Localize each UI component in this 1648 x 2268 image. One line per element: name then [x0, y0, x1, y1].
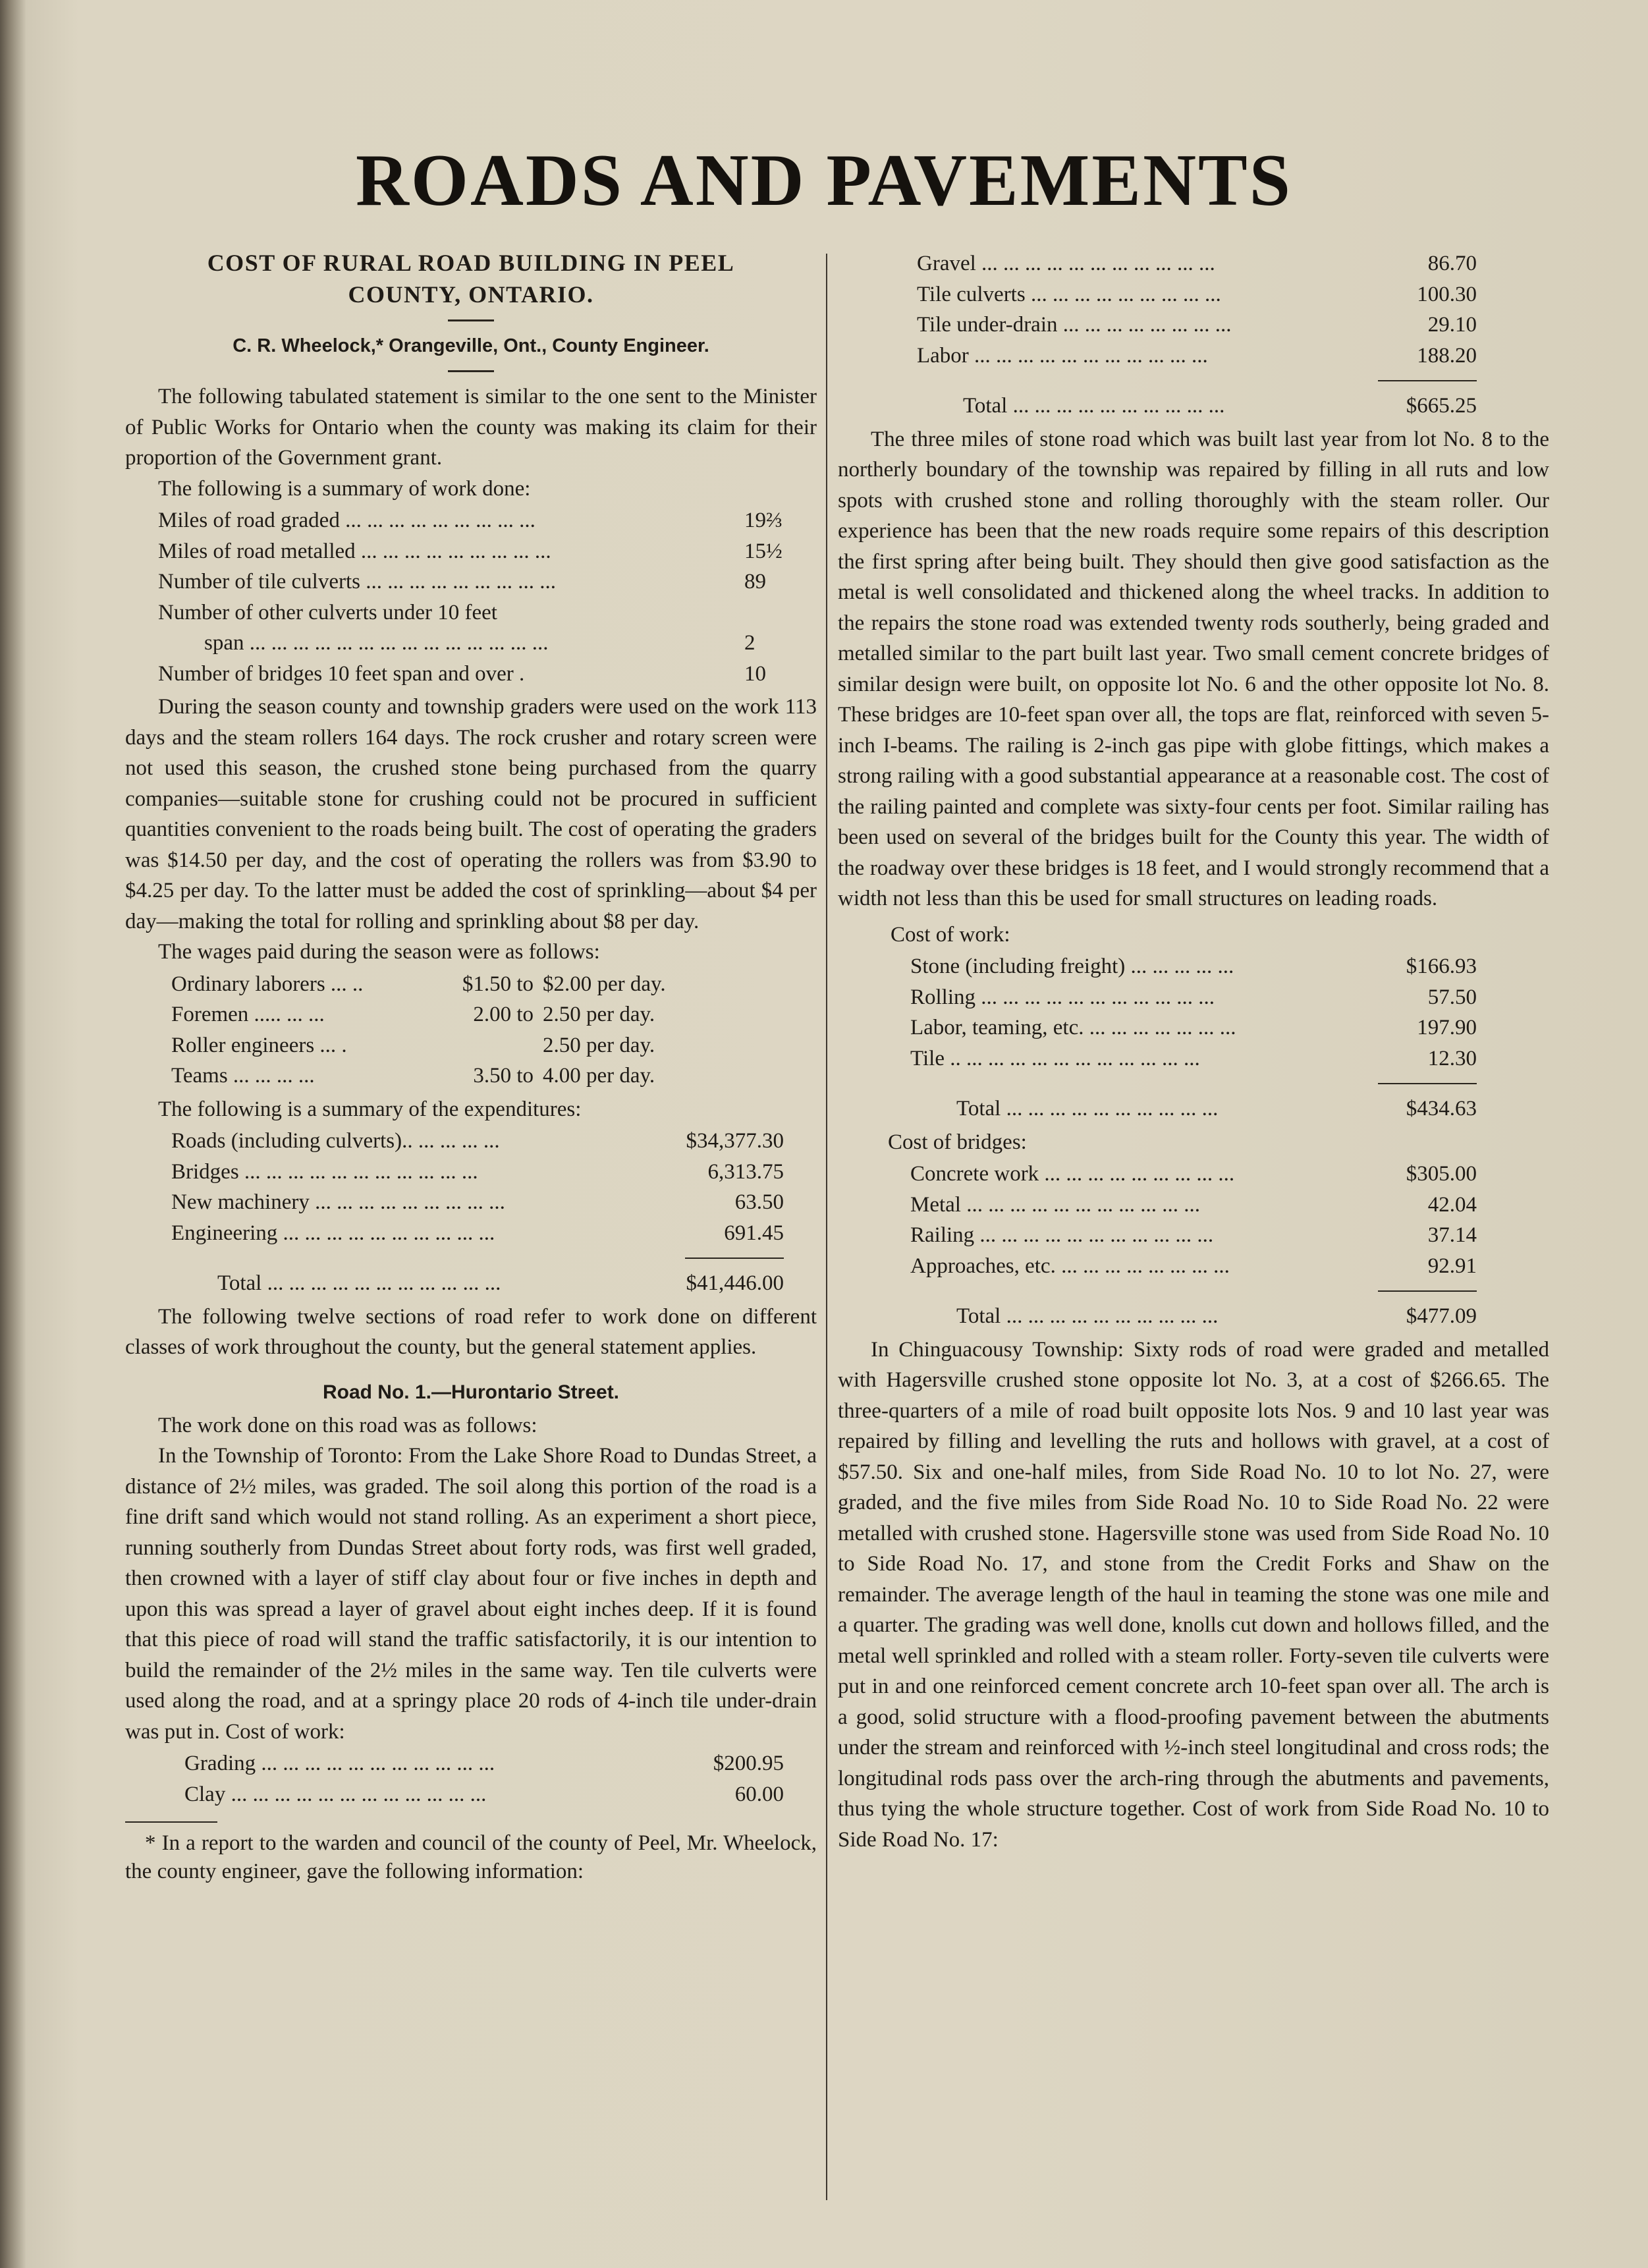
table-row: Tile culverts ... ... ... ... ... ... ... ... ... 100.30: [917, 282, 1477, 306]
list-item: Number of tile culverts ... ... ... ... ... ... ... ... ... 89: [158, 570, 766, 594]
footnote-rule: [125, 1821, 217, 1823]
table-row: Rolling ... ... ... ... ... ... ... ... ... ... ... 57.50: [910, 985, 1477, 1009]
table-row: Bridges ... ... ... ... ... ... ... ... ... ... ... 6,313.75: [171, 1159, 784, 1184]
footnote: * In a report to the warden and council of the county of Peel, Mr. Wheelock, the county engineer, gave the following information:: [125, 1831, 817, 1883]
paragraph-wages-intro: The wages paid during the season were as follows:: [158, 940, 600, 964]
right-column: [838, 247, 1549, 1855]
table-row: Roller engineers ... . 2.50 per day.: [171, 1033, 655, 1057]
list-item: Number of other culverts under 10 feet: [158, 600, 497, 624]
table-row: Clay ... ... ... ... ... ... ... ... ... ... ... ... 60.00: [184, 1782, 784, 1806]
title-rule: [448, 319, 494, 321]
work-summary-list: [125, 505, 817, 689]
total-rule: [1378, 380, 1477, 381]
paragraph-intro: The following tabulated statement is similar to the one sent to the Minister of Public Works for Ontario when the county was making its claim for their proportion of the Government grant.: [125, 385, 817, 470]
column-divider: [826, 254, 827, 2200]
table-row: Approaches, etc. ... ... ... ... ... ... ... ... 92.91: [910, 1254, 1477, 1278]
total-row: Total ... ... ... ... ... ... ... ... ... ... $477.09: [956, 1304, 1477, 1328]
wages-table: [125, 969, 817, 1092]
cost-of-work-table-continued: [838, 248, 1549, 422]
list-item: Miles of road metalled ... ... ... ... ... ... ... ... ... 15½: [158, 539, 783, 563]
article-title-line-2: COUNTY, ONTARIO.: [348, 281, 594, 308]
table-row: Tile .. ... ... ... ... ... ... ... ... ... ... ... 12.30: [910, 1046, 1477, 1070]
table-row: Engineering ... ... ... ... ... ... ... ... ... ... 691.45: [171, 1221, 784, 1245]
cost-of-work-label: Cost of work:: [891, 922, 1010, 947]
cost-of-bridges-table: [838, 1159, 1549, 1332]
paragraph-toronto-township: In the Township of Toronto: From the Lake Shore Road to Dundas Street, a distance of 2½ miles, was graded. The soil along this portion of the road is a fine drift sand which would not stand rolling. As an experiment a short piece, running southerly from Dundas Street about forty rods, was first well graded, then crowned with a layer of stiff clay about four or five inches in depth and upon this was spread a layer of gravel about eight inches deep. If it is found that this piece of road will stand the traffic satisfactorily, it is our intention to build the remainder of the 2½ miles in the same way. Ten tile culverts were used along the road, and at a springy place 20 rods of 4-inch tile under-drain was put in. Cost of work:: [125, 1444, 817, 1744]
total-rule: [1378, 1290, 1477, 1292]
table-row: Roads (including culverts).. ... ... ... ... $34,377.30: [171, 1129, 784, 1153]
cost-of-bridges-label: Cost of bridges:: [888, 1130, 1027, 1154]
list-item: span ... ... ... ... ... ... ... ... ... ... ... ... ... ... 2: [204, 631, 755, 655]
table-row: Gravel ... ... ... ... ... ... ... ... ... ... ... 86.70: [917, 252, 1477, 275]
article-title: [125, 247, 817, 310]
total-rule: [685, 1258, 784, 1259]
cost-of-work-table: [125, 1748, 817, 1810]
paragraph-expenditures-intro: The following is a summary of the expenditures:: [158, 1097, 582, 1121]
table-row: Stone (including freight) ... ... ... ... ... $166.93: [910, 954, 1477, 978]
paragraph-stone-road: The three miles of stone road which was built last year from lot No. 8 to the northerly boundary of the township was repaired by filling in all ruts and low spots with crushed stone and rolling thoroughly with the steam roller. Our experience has been that the new roads require some repairs of this description the first spring after being built. They should then give good satisfaction as the metal is well consolidated and thickened along the wheel tracks. In addition to the repairs the stone road was extended twenty rods southerly, being graded and metalled similar to the part built last year. Two small cement concrete bridges of similar design were built, on opposite lot No. 6 and the other opposite lot No. 8. These bridges are 10-feet span over all, the tops are flat, reinforced with seven 5-inch I-beams. The railing is 2-inch gas pipe with globe fittings, which makes a strong railing with a good substantial appearance at a reasonable cost. The cost of the railing painted and complete was sixty-four cents per foot. Similar railing has been used on several of the bridges built for the County this year. The width of the roadway over these bridges is 18 feet, and I would strongly recommend that a width not less than this be used for small structures on leading roads.: [838, 427, 1549, 910]
paragraph-chinguacousy: In Chinguacousy Township: Sixty rods of road were graded and metalled with Hagersville crushed stone opposite lot No. 3, at a cost of $266.65. The three-quarters of a mile of road built opposite lots Nos. 9 and 10 last year was repaired by filling and levelling the ruts and hollows with gravel, at a cost of $57.50. Six and one-half miles, from Side Road No. 10 to lot No. 27, were graded, and the five miles from Side Road No. 10 to Side Road No. 22 were metalled with crushed stone. Hagersville stone was used from Side Road No. 10 to Side Road No. 17, and stone from the Credit Forks and Shaw on the remainder. The average length of the haul in teaming the stone was one mile and a quarter. The grading was well done, knolls cut down and hollows filled, and the metal well sprinkled and rolled with a steam roller. Forty-seven tile culverts were put in and one reinforced cement concrete arch 10-feet span over all. The arch is a good, solid structure with a flood-proofing pavement between the abutments under the stream and reinforced with ½-inch steel longitudinal and cross rods; the longitudinal rods pass over the arch-ring through the abutments and pavements, thus tying the whole structure together. Cost of work from Side Road No. 10 to Side Road No. 17:: [838, 1337, 1549, 1852]
table-row: Metal ... ... ... ... ... ... ... ... ... ... ... 42.04: [910, 1192, 1477, 1217]
total-rule: [1378, 1083, 1477, 1084]
table-row: Foremen ..... ... ... 2.00 to 2.50 per day.: [171, 1003, 655, 1026]
table-row: Railing ... ... ... ... ... ... ... ... ... ... ... 37.14: [910, 1223, 1477, 1247]
expenditures-table: [125, 1126, 817, 1299]
paragraph-graders: During the season county and township graders were used on the work 113 days and the steam rollers 164 days. The rock crusher and rotary screen were not used this season, the crushed stone being purchased from the quarry companies—suitable stone for crushing could not be procured in sufficient quantities convenient to the roads being built. The cost of operating the graders was $14.50 per day, and the cost of operating the rollers was from $3.90 to $4.25 per day. To the latter must be added the cost of sprinkling—about $4 per day—making the total for rolling and sprinkling about $8 per day.: [125, 695, 817, 933]
table-row: Tile under-drain ... ... ... ... ... ... ... ... 29.10: [917, 313, 1477, 337]
list-item: Number of bridges 10 feet span and over . 10: [158, 661, 766, 686]
byline: C. R. Wheelock,* Orangeville, Ont., County Engineer.: [233, 335, 709, 356]
section-heading-road-1: Road No. 1.—Hurontario Street.: [322, 1381, 620, 1403]
total-row: Total ... ... ... ... ... ... ... ... ... ... $434.63: [956, 1097, 1477, 1120]
cost-of-work-table-2: [838, 951, 1549, 1124]
page-headline: ROADS AND PAVEMENTS: [356, 140, 1292, 221]
total-row: Total ... ... ... ... ... ... ... ... ... ... $665.25: [963, 394, 1477, 418]
table-row: Concrete work ... ... ... ... ... ... ... ... ... $305.00: [910, 1162, 1477, 1186]
table-row: New machinery ... ... ... ... ... ... ... ... ... 63.50: [171, 1190, 784, 1214]
table-row: Labor, teaming, etc. ... ... ... ... ... ... ... 197.90: [910, 1016, 1477, 1039]
list-item: Miles of road graded ... ... ... ... ... ... ... ... ... 19⅔: [158, 509, 783, 532]
byline-rule: [448, 370, 494, 372]
table-row: Teams ... ... ... ... 3.50 to 4.00 per day.: [171, 1064, 655, 1088]
table-row: Grading ... ... ... ... ... ... ... ... ... ... ... $200.95: [184, 1752, 784, 1775]
paragraph-twelve-sections: The following twelve sections of road refer to work done on different classes of work throughout the county, but the general statement applies.: [125, 1304, 817, 1359]
table-row: Ordinary laborers ... .. $1.50 to $2.00 per day.: [171, 972, 666, 996]
total-row: Total ... ... ... ... ... ... ... ... ... ... ... $41,446.00: [217, 1271, 784, 1295]
table-row: Labor ... ... ... ... ... ... ... ... ... ... ... 188.20: [917, 343, 1477, 368]
paragraph-work-summary-intro: The following is a summary of work done:: [158, 476, 531, 501]
left-column: [125, 247, 817, 1886]
paragraph-road-1-intro: The work done on this road was as follows:: [158, 1413, 537, 1437]
article-title-line-1: COST OF RURAL ROAD BUILDING IN PEEL: [207, 250, 735, 276]
